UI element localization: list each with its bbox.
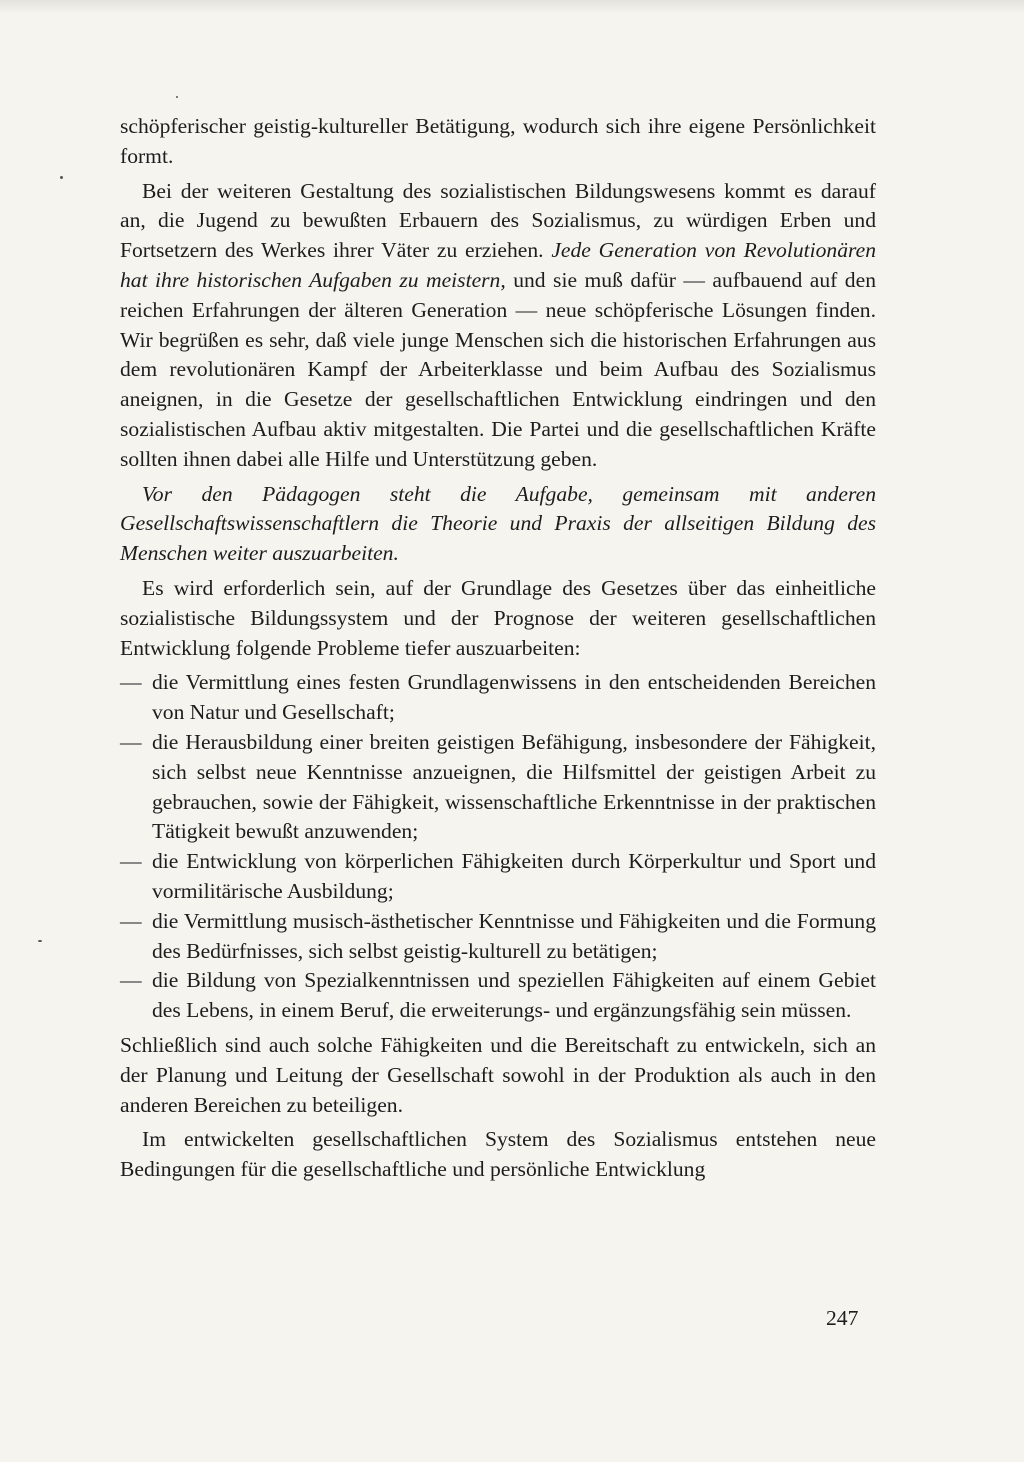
scan-top-edge: [0, 0, 1024, 14]
list-item-text: die Herausbildung einer breiten geistigen Befähigung, insbesondere der Fähigkeit, sich selbst neue Kenntnisse anzueignen, die Hilfsmittel der geistigen Arbeit zu gebrauchen, sowie der Fähigkeit, wissenschaftliche Erkenntnisse in der praktischen Tätigkeit bewußt anzuwenden;: [152, 729, 876, 844]
list-item-text: die Vermittlung eines festen Grundlagenwissens in den entscheidenden Bereichen von Natur und Gesellschaft;: [152, 670, 876, 725]
paragraph-text: und sie muß dafür — aufbauend auf den reichen Erfahrungen der älteren Generation — neue schöpferische Lösungen finden. Wir begrüßen es sehr, daß viele junge Menschen sich die historischen Erfahrungen aus dem revolutionären Kampf der Arbeiterklasse und beim Aufbau des Sozialismus aneignen, in die Gesetze der gesellschaftlichen Entwicklung eindringen und den sozialistischen Aufbau aktiv mitgestalten. Die Partei und die gesellschaftlichen Kräfte sollten ihnen dabei alle Hilfe und Unterstützung geben.: [120, 267, 876, 471]
list-item: [120, 847, 876, 907]
list-item: [120, 966, 876, 1026]
dash-marker: —: [120, 670, 142, 695]
dash-marker: —: [120, 908, 142, 933]
list-item-text: die Vermittlung musisch-ästhetischer Kenntnisse und Fähigkeiten und die Formung des Bedürfnisses, sich selbst geistig-kulturell zu betätigen;: [152, 908, 876, 963]
dash-marker: —: [120, 849, 142, 874]
dash-marker: —: [120, 729, 142, 754]
paragraph: Schließlich sind auch solche Fähigkeiten und die Bereitschaft zu entwickeln, sich an der Planung und Leitung der Gesellschaft sowohl in der Produktion als auch in den anderen Bereichen zu beteiligen.: [120, 1032, 876, 1117]
dash-marker: —: [120, 968, 142, 993]
paragraph: [120, 480, 876, 569]
list-item: [120, 668, 876, 728]
paragraph-emphasis: Vor den Pädagogen steht die Aufgabe, gemeinsam mit anderen Gesellschaftswissenschaftlern die Theorie und Praxis der allseitigen Bildung des Menschen weiter auszuarbeiten.: [120, 481, 876, 566]
paragraph: Im entwickelten gesellschaftlichen System des Sozialismus entstehen neue Bedingungen für die gesellschaftliche und persönliche Entwicklung: [120, 1127, 876, 1182]
paragraph: [120, 177, 876, 475]
list-item-text: die Entwicklung von körperlichen Fähigkeiten durch Körperkultur und Sport und vormilitärische Ausbildung;: [152, 849, 876, 903]
paragraph-emphasis: Jede Generation von Revolutionären hat ihre historischen Aufgaben zu meistern,: [120, 238, 877, 292]
scan-speck: [176, 96, 178, 98]
paragraph: schöpferischer geistig-kultureller Betätigung, wodurch sich ihre eigene Persönlichkeit formt.: [120, 114, 876, 168]
list-item: [120, 907, 876, 967]
page-number: 247: [826, 1306, 859, 1330]
scan-speck: [38, 940, 42, 942]
problem-list: [120, 668, 876, 1026]
scan-speck: [60, 176, 63, 179]
paragraph: Es wird erforderlich sein, auf der Grundlage des Gesetzes über das einheitliche sozialistische Bildungssystem und der Prognose der weiteren gesellschaftlichen Entwicklung folgende Probleme tiefer auszuarbeiten:: [120, 575, 876, 660]
paragraph-text: Bei der weiteren Gestaltung des sozialistischen Bildungswesens kommt es darauf an, die Jugend zu bewußten Erbauern des Sozialismus, zu würdigen Erben und Fortsetzern des Werkes ihrer Väter zu erziehen.: [120, 178, 876, 263]
body-text: [120, 112, 876, 1190]
list-item: [120, 728, 876, 847]
list-item-text: die Bildung von Spezialkenntnissen und speziellen Fähigkeiten auf einem Gebiet des Lebens, in einem Beruf, die erweiterungs- und ergänzungsfähig sein müssen.: [152, 968, 876, 1023]
